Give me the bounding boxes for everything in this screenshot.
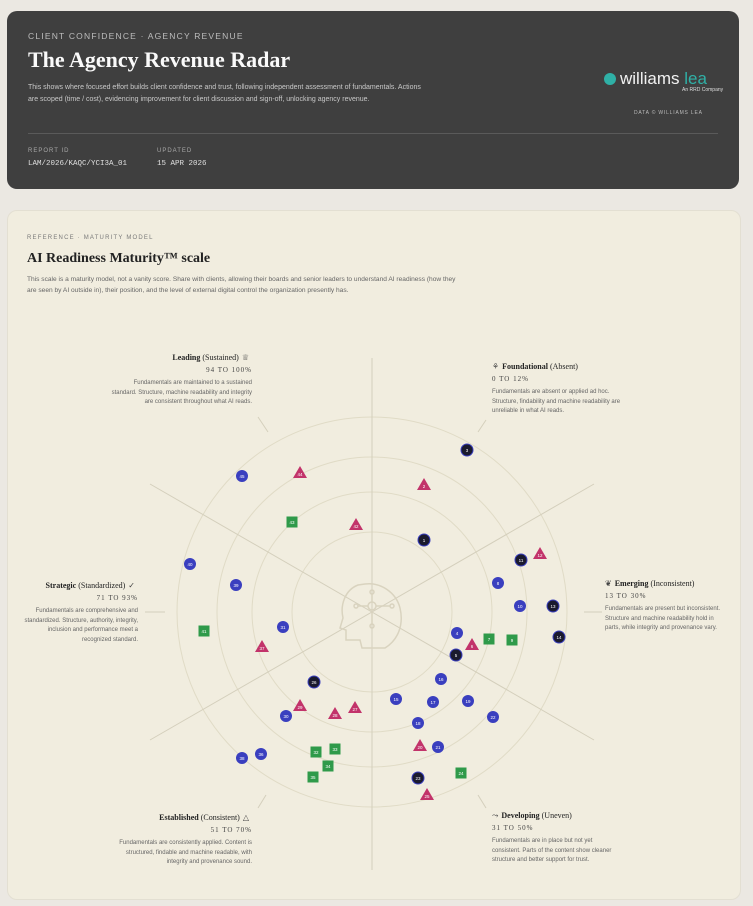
category-established bbox=[110, 813, 252, 868]
marker-45[interactable] bbox=[236, 470, 248, 482]
marker-label: 18 bbox=[415, 720, 421, 726]
marker-label: 16 bbox=[438, 676, 444, 682]
marker-36[interactable] bbox=[255, 748, 267, 760]
marker-6[interactable] bbox=[465, 638, 479, 650]
crown-icon: ♕ bbox=[241, 353, 249, 362]
page-title: The Agency Revenue Radar bbox=[28, 47, 291, 72]
marker-7[interactable] bbox=[484, 634, 495, 645]
marker-label: 40 bbox=[187, 561, 193, 567]
marker-1[interactable] bbox=[418, 534, 430, 546]
header-description: This shows where focused effort builds client confidence and trust, following independent assessment of fundamentals. Actions are scoped (time / cost), evidencing improvement for client discussion and sign-off, unlocking agency revenue. bbox=[28, 84, 421, 103]
marker-label: 36 bbox=[258, 751, 264, 757]
panel-description: This scale is a maturity model, not a vanity score. Share with clients, allowing their boards and senior leaders to understand AI readiness (how they are seen by AI outside in), their position, and the level of external digital control the organization presently has. bbox=[27, 276, 456, 294]
foundational-sub: (Absent) bbox=[549, 362, 578, 371]
marker-label: 33 bbox=[332, 746, 338, 752]
logo-name-a: williams bbox=[620, 69, 680, 88]
marker-19[interactable] bbox=[462, 695, 474, 707]
emerging-text: Fundamentals are present but inconsistent. Structure and machine readability hold in parts, while integrity and provenance vary. bbox=[605, 606, 721, 631]
marker-label: 45 bbox=[239, 473, 245, 479]
marker-26[interactable] bbox=[308, 676, 320, 688]
marker-29[interactable] bbox=[293, 699, 307, 711]
strategic-range: 71 TO 93% bbox=[96, 593, 138, 602]
marker-label: 1 bbox=[422, 537, 426, 543]
established-range: 51 TO 70% bbox=[210, 825, 252, 834]
marker-label: 3 bbox=[465, 447, 469, 453]
marker-33[interactable] bbox=[330, 744, 341, 755]
marker-label: 2 bbox=[422, 484, 426, 489]
strategic-name: Strategic bbox=[45, 581, 77, 590]
leader-established bbox=[258, 795, 266, 808]
ai-head-icon bbox=[340, 584, 401, 648]
marker-15[interactable] bbox=[390, 693, 402, 705]
marker-38[interactable] bbox=[236, 752, 248, 764]
marker-label: 14 bbox=[556, 634, 562, 640]
marker-label: 28 bbox=[332, 713, 338, 718]
leading-text: Fundamentals are maintained to a sustained standard. Structure, machine readability and integrity are consistent throughout what AI reads. bbox=[111, 380, 252, 405]
marker-label: 42 bbox=[353, 524, 359, 529]
marker-13[interactable] bbox=[547, 600, 559, 612]
marker-20[interactable] bbox=[413, 739, 427, 751]
marker-28[interactable] bbox=[328, 707, 342, 719]
strategic-text: Fundamentals are comprehensive and standardized. Structure, authority, integrity, inclusion and performance meet a recognized standard. bbox=[24, 608, 138, 643]
marker-25[interactable] bbox=[420, 788, 434, 800]
marker-27[interactable] bbox=[348, 701, 362, 713]
category-developing bbox=[492, 811, 620, 866]
marker-40[interactable] bbox=[184, 558, 196, 570]
developing-sub: (Uneven) bbox=[541, 811, 572, 820]
marker-23[interactable] bbox=[412, 772, 424, 784]
marker-label: 7 bbox=[487, 636, 491, 642]
marker-16[interactable] bbox=[435, 673, 447, 685]
category-foundational bbox=[492, 362, 627, 417]
report-id-value: LAM/2026/KAQC/YCI3A_01 bbox=[28, 160, 128, 168]
marker-label: 39 bbox=[233, 582, 239, 588]
marker-label: 31 bbox=[280, 624, 286, 630]
foundational-range: 0 TO 12% bbox=[492, 374, 529, 383]
leader-developing bbox=[478, 795, 486, 808]
marker-41[interactable] bbox=[199, 626, 210, 637]
marker-30[interactable] bbox=[280, 710, 292, 722]
marker-24[interactable] bbox=[456, 768, 467, 779]
panel-title: AI Readiness Maturity™ scale bbox=[27, 251, 211, 266]
trend-icon: ⤳ bbox=[492, 811, 499, 820]
marker-label: 10 bbox=[517, 603, 523, 609]
established-text: Fundamentals are consistently applied. Content is structured, findable and machine readable, with integrity and provenance sound. bbox=[119, 840, 252, 865]
report-id-label: REPORT ID bbox=[28, 148, 70, 154]
marker-34[interactable] bbox=[323, 761, 334, 772]
foundational-text: Fundamentals are absent or applied ad hoc. Structure, findability and machine readability are unreliable in what AI reads. bbox=[492, 389, 621, 414]
emerging-name: Emerging bbox=[614, 579, 649, 588]
marker-label: 5 bbox=[454, 652, 458, 658]
panel-eyebrow: REFERENCE · MATURITY MODEL bbox=[27, 235, 154, 241]
marker-label: 8 bbox=[496, 580, 500, 586]
updated-value: 15 APR 2026 bbox=[157, 160, 207, 168]
marker-11[interactable] bbox=[515, 554, 527, 566]
marker-35[interactable] bbox=[308, 772, 319, 783]
marker-label: 13 bbox=[550, 603, 556, 609]
marker-3[interactable] bbox=[461, 444, 473, 456]
marker-label: 37 bbox=[259, 646, 265, 651]
marker-2[interactable] bbox=[417, 478, 431, 490]
marker-label: 32 bbox=[313, 749, 319, 755]
established-sub: (Consistent) bbox=[200, 813, 240, 822]
logo-name-b: lea bbox=[684, 69, 707, 88]
leader-leading bbox=[258, 417, 268, 432]
marker-31[interactable] bbox=[277, 621, 289, 633]
marker-label: 44 bbox=[297, 472, 303, 477]
leading-sub: (Sustained) bbox=[202, 353, 239, 362]
category-leading bbox=[110, 353, 252, 408]
logo-subtitle: An RRD Company bbox=[682, 87, 724, 93]
marker-14[interactable] bbox=[553, 631, 565, 643]
marker-label: 29 bbox=[297, 705, 303, 710]
marker-5[interactable] bbox=[450, 649, 462, 661]
marker-10[interactable] bbox=[514, 600, 526, 612]
marker-43[interactable] bbox=[287, 517, 298, 528]
check-circle-icon: ✓ bbox=[128, 581, 135, 590]
category-emerging bbox=[605, 579, 723, 634]
leading-name: Leading bbox=[172, 353, 201, 362]
marker-label: 22 bbox=[490, 714, 496, 720]
marker-label: 34 bbox=[325, 763, 331, 769]
marker-label: 30 bbox=[283, 713, 289, 719]
marker-label: 23 bbox=[415, 775, 421, 781]
marker-label: 9 bbox=[510, 637, 514, 643]
header-eyebrow: CLIENT CONFIDENCE · AGENCY REVENUE bbox=[28, 31, 244, 41]
marker-label: 11 bbox=[518, 557, 524, 563]
leader-foundational bbox=[478, 420, 486, 432]
developing-name: Developing bbox=[501, 811, 540, 820]
bell-icon: △ bbox=[242, 813, 249, 822]
marker-label: 20 bbox=[417, 745, 423, 750]
updated-label: UPDATED bbox=[157, 148, 193, 154]
marker-label: 4 bbox=[455, 630, 459, 636]
marker-label: 19 bbox=[465, 698, 471, 704]
strategic-sub: (Standardized) bbox=[78, 581, 126, 590]
marker-22[interactable] bbox=[487, 711, 499, 723]
marker-label: 27 bbox=[352, 707, 358, 712]
marker-label: 17 bbox=[430, 699, 436, 705]
leading-range: 94 TO 100% bbox=[206, 365, 252, 374]
leaf-icon: ❦ bbox=[605, 579, 612, 588]
marker-9[interactable] bbox=[507, 635, 518, 646]
marker-12[interactable] bbox=[533, 547, 547, 559]
marker-label: 26 bbox=[311, 679, 317, 685]
marker-label: 21 bbox=[435, 744, 441, 750]
developing-text: Fundamentals are in place but not yet consistent. Parts of the content show cleaner structure and better support for trust. bbox=[492, 838, 612, 863]
marker-label: 12 bbox=[537, 553, 543, 558]
marker-4[interactable] bbox=[451, 627, 463, 639]
emerging-range: 13 TO 30% bbox=[605, 591, 647, 600]
marker-label: 24 bbox=[458, 770, 464, 776]
marker-label: 35 bbox=[310, 774, 316, 780]
radar-spokes bbox=[145, 358, 602, 870]
marker-18[interactable] bbox=[412, 717, 424, 729]
marker-32[interactable] bbox=[311, 747, 322, 758]
category-strategic bbox=[18, 581, 138, 645]
logo-credit: DATA © WILLIAMS LEA bbox=[634, 110, 703, 116]
marker-layer bbox=[184, 444, 565, 800]
sprout-icon: ⚘ bbox=[492, 362, 500, 371]
marker-8[interactable] bbox=[492, 577, 504, 589]
developing-range: 31 TO 50% bbox=[492, 823, 534, 832]
marker-17[interactable] bbox=[427, 696, 439, 708]
established-name: Established bbox=[159, 813, 199, 822]
marker-21[interactable] bbox=[432, 741, 444, 753]
marker-label: 41 bbox=[201, 628, 207, 634]
marker-label: 25 bbox=[424, 794, 430, 799]
marker-label: 38 bbox=[239, 755, 245, 761]
marker-39[interactable] bbox=[230, 579, 242, 591]
marker-label: 6 bbox=[470, 644, 474, 649]
marker-label: 15 bbox=[393, 696, 399, 702]
foundational-name: Foundational bbox=[502, 362, 548, 371]
marker-42[interactable] bbox=[349, 518, 363, 530]
marker-label: 43 bbox=[289, 519, 295, 525]
emerging-sub: (Inconsistent) bbox=[650, 579, 695, 588]
